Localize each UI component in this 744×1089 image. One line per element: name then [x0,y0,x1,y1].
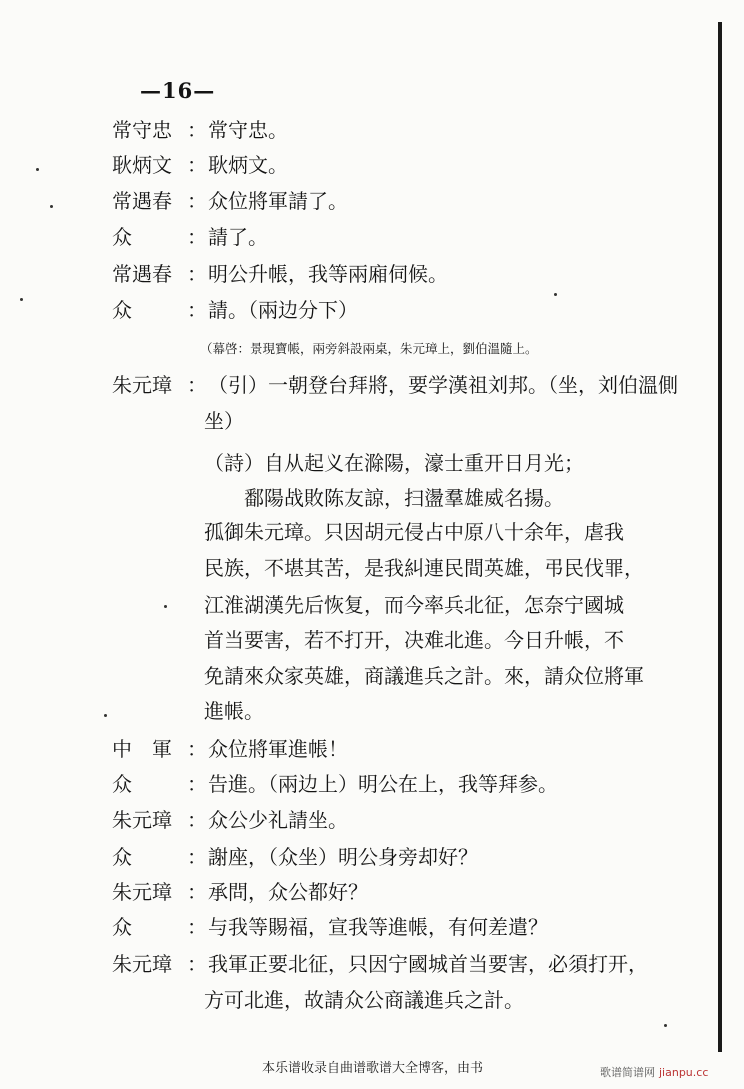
speaker-name: 众 [112,298,132,322]
speaker-name: 朱元璋 [112,808,172,832]
speech-line: 民族，不堪其苦，是我糾連民間英雄，弔民伐罪， [204,556,644,580]
stage-direction: （幕啓：景現寶帳，兩旁斜設兩桌，朱元璋上，劉伯溫隨上。 [200,341,538,356]
speaker-name: 朱元璋 [112,952,172,976]
speaker-name: 朱元璋 [112,373,172,397]
speech-line: 進帳。 [204,699,264,723]
dialogue-text: 明公升帳，我等兩廂伺候。 [208,262,448,286]
watermark-name: 歌谱简谱网 [600,1066,655,1079]
scan-speck [664,1024,667,1027]
speaker-name: 常遇春 [112,262,172,286]
scan-speck [164,605,167,608]
dialogue-line: 朱元璋 ：众公少礼請坐。 [112,808,348,832]
dialogue-line: 众 ：請。（兩边分下） [112,298,358,322]
speaker-name: 常遇春 [112,189,172,213]
dialogue-line: 朱元璋 ：承問，众公都好？ [112,880,368,904]
scan-speck [36,168,39,171]
dialogue-continuation: 方可北進，故請众公商議進兵之計。 [204,988,524,1012]
speaker-name: 众 [112,915,132,939]
dialogue-line: 朱元璋 ：我軍正要北征，只因宁國城首当要害，必須打开， [112,952,648,976]
speaker-name: 中 軍 [112,737,172,761]
speech-line: 江淮湖漢先后恢复，而今率兵北征，怎奈宁國城 [204,593,624,617]
dialogue-text: 告進。（兩边上）明公在上，我等拜参。 [208,772,558,796]
page-edge-rule [718,22,722,1052]
dialogue-line: 众 ：与我等賜福，宣我等進帳，有何差遣？ [112,915,548,939]
scan-speck [554,293,557,296]
dialogue-line: 众 ：告進。（兩边上）明公在上，我等拜参。 [112,772,558,796]
dialogue-continuation: 坐） [204,409,244,433]
dialogue-text: 众位將軍進帳！ [208,737,348,761]
speaker-name: 众 [112,225,132,249]
dialogue-line: 常遇春 ：众位將軍請了。 [112,189,348,213]
dialogue-line: 常遇春 ：明公升帳，我等兩廂伺候。 [112,262,448,286]
page-number: —16— [140,78,216,103]
dialogue-line: 众 ：謝座，（众坐）明公身旁却好？ [112,845,478,869]
scan-speck [50,205,53,208]
footer-note: 本乐谱收录自曲谱歌谱大全博客，由书 [262,1061,484,1076]
dialogue-text: 謝座，（众坐）明公身旁却好？ [208,845,478,869]
poem-line: 鄱陽战敗陈友諒，扫盪羣雄威名揚。 [244,486,564,510]
watermark [600,1064,708,1080]
dialogue-text: 承問，众公都好？ [208,880,368,904]
scan-speck [104,714,107,717]
dialogue-line: 中 軍 ：众位將軍進帳！ [112,737,348,761]
poem-line: （詩）自从起义在滁陽，濠士重开日月光； [204,451,584,475]
dialogue-text: 众位將軍請了。 [208,189,348,213]
speaker-name: 朱元璋 [112,880,172,904]
dialogue-text: 与我等賜福，宣我等進帳，有何差遣？ [208,915,548,939]
dialogue-text: 耿炳文。 [208,153,288,177]
speech-line: 免請來众家英雄，商議進兵之計。來，請众位將軍 [204,664,644,688]
speaker-name: 众 [112,772,132,796]
dialogue-text: 請。（兩边分下） [208,298,358,322]
speech-line: 孤御朱元璋。只因胡元侵占中原八十余年，虐我 [204,520,624,544]
dialogue-line: 朱元璋 ：（引）一朝登台拜將，要学漢祖刘邦。（坐，刘伯溫側 [112,373,678,397]
dialogue-text: （引）一朝登台拜將，要学漢祖刘邦。（坐，刘伯溫側 [208,373,678,397]
speech-line: 首当要害，若不打开，决难北進。今日升帳，不 [204,628,624,652]
dialogue-line: 耿炳文 ：耿炳文。 [112,153,288,177]
dialogue-text: 众公少礼請坐。 [208,808,348,832]
dialogue-line: 众 ：請了。 [112,225,268,249]
speaker-name: 耿炳文 [112,153,172,177]
scan-speck [20,298,23,301]
speaker-name: 常守忠 [112,118,172,142]
dialogue-text: 常守忠。 [208,118,288,142]
speaker-name: 众 [112,845,132,869]
dialogue-line: 常守忠 ：常守忠。 [112,118,288,142]
dialogue-text: 請了。 [208,225,268,249]
watermark-url: jianpu.cc [659,1066,709,1079]
dialogue-text: 我軍正要北征，只因宁國城首当要害，必須打开， [208,952,648,976]
